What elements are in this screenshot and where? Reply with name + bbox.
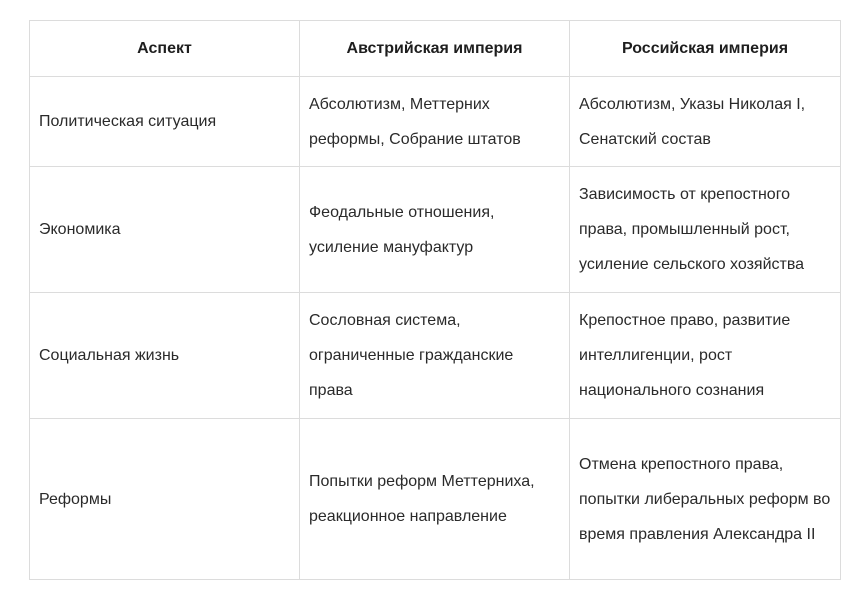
row-aspect-cell: Политическая ситуация	[30, 77, 300, 167]
row-austria-cell: Попытки реформ Меттерниха, реакционное направление	[300, 419, 570, 580]
header-aspect: Аспект	[30, 21, 300, 77]
row-russia-cell: Абсолютизм, Указы Николая I, Сенатский состав	[570, 77, 841, 167]
row-russia-cell: Зависимость от крепостного права, промышленный рост, усиление сельского хозяйства	[570, 167, 841, 293]
table-row	[30, 419, 841, 580]
header-austrian-empire: Австрийская империя	[300, 21, 570, 77]
row-austria-cell: Феодальные отношения, усиление мануфактур	[300, 167, 570, 293]
row-aspect-cell: Экономика	[30, 167, 300, 293]
row-austria-cell: Сословная система, ограниченные гражданские права	[300, 293, 570, 419]
table-header-row	[30, 21, 841, 77]
comparison-table	[29, 20, 841, 580]
table-row	[30, 293, 841, 419]
table-row	[30, 167, 841, 293]
table-row	[30, 77, 841, 167]
row-aspect-cell: Реформы	[30, 419, 300, 580]
row-aspect-cell: Социальная жизнь	[30, 293, 300, 419]
row-russia-cell: Отмена крепостного права, попытки либеральных реформ во время правления Александра II	[570, 419, 841, 580]
row-russia-cell: Крепостное право, развитие интеллигенции, рост национального сознания	[570, 293, 841, 419]
row-austria-cell: Абсолютизм, Меттерних реформы, Собрание штатов	[300, 77, 570, 167]
header-russian-empire: Российская империя	[570, 21, 841, 77]
